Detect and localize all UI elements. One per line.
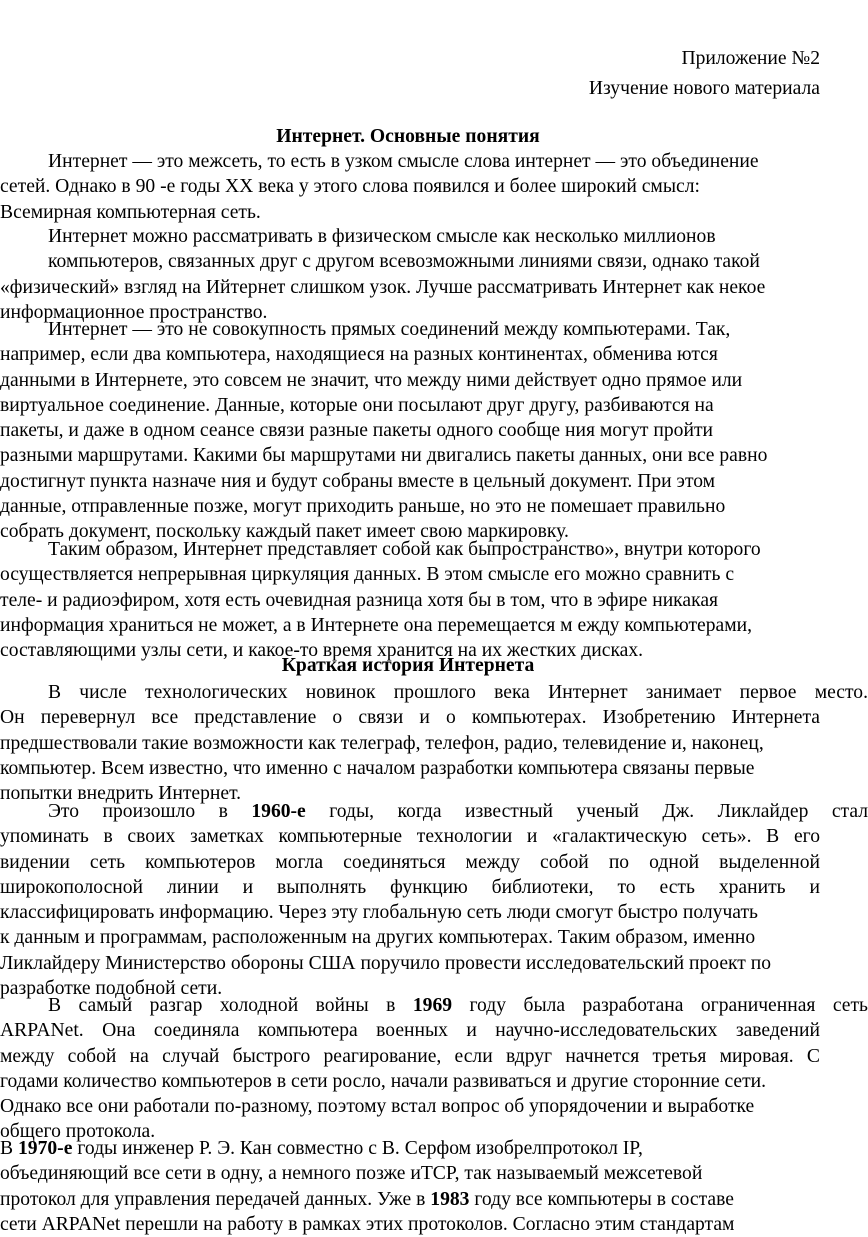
text-line: теле- и радиоэфиром, хотя есть очевидная разница хотя бы в том, что в эфире никакая (0, 589, 719, 611)
text-line: Он перевернул все представление о связи и о компьютерах. Изобретению Интернета (0, 707, 820, 729)
text-run: годы, когда известный ученый Дж. Ликлайдер стал (329, 801, 868, 822)
section-subtitle: Изучение нового материала (588, 78, 820, 99)
text-line: собрать документ, поскольку каждый пакет имеет свою маркировку. (0, 521, 569, 543)
paragraph-2 (0, 224, 822, 325)
text-line: годами количество компьютеров в сети росло, начали развиваться и другие сторонние сети. (0, 1070, 767, 1092)
paragraph-6 (0, 799, 868, 1001)
text-line: попытки внедрить Интернет. (0, 783, 242, 805)
text-line (0, 1136, 822, 1161)
text-line: к данным и программам, расположенным на других компьютерах. Таким образом, именно (0, 927, 756, 949)
text-run: году все компьютеры в составе (474, 1188, 734, 1210)
year-1970s: 1970-е (17, 1138, 73, 1159)
text-line: разными маршрутами. Какими бы маршрутами ни двигались пакеты данных, они все равно (0, 445, 768, 467)
text-line: информационное пространство. (0, 301, 268, 323)
text-line: информация храниться не может, а в Интернете она перемещается м ежду компьютерами, (0, 614, 753, 636)
text-run: В (0, 1138, 14, 1159)
text-line (0, 1187, 822, 1212)
text-line: классифицировать информацию. Через эту глобальную сеть люди смогут быстро получать (0, 902, 758, 924)
text-line: предшествовали такие возможности как телеграф, телефон, радио, телевидение и, наконец, (0, 732, 764, 754)
text-run: Это произошло в (48, 801, 228, 822)
year-1960s: 1960-е (251, 801, 306, 822)
text-line: широкополосной линии и выполнять функцию библиотеки, то есть хранить и (0, 876, 820, 898)
text-line: сетей. Однако в 90 -е годы XX века у этого слова появился и более широкий смысл: (0, 176, 700, 198)
text-line: упоминать в своих заметках компьютерные технологии и «галактическую сеть». В его (0, 826, 820, 848)
text-line: составляющими узлы сети, и какое-то время хранится на их жестких дисках. (0, 640, 644, 662)
text-line: объединяющий все сети в одну, а немного позже иTCP, так называемый межсетевой (0, 1163, 703, 1185)
text-line: Интернет — это межсеть, то есть в узком смысле слова интернет — это объединение (48, 151, 759, 172)
paragraph-3 (0, 317, 822, 545)
text-run: В самый разгар холодной войны в (48, 995, 396, 1016)
text-run: протокол для управления передачей данных. Уже в (0, 1188, 426, 1210)
heading-internet-basics: Интернет. Основные понятия (276, 126, 540, 147)
text-line: компьютеров, связанных друг с другом всевозможными линиями связи, однако такой (48, 251, 760, 273)
year-1969: 1969 (412, 995, 453, 1016)
paragraph-1 (0, 149, 822, 225)
text-line: В числе технологических новинок прошлого века Интернет занимает первое место. (48, 682, 868, 703)
text-line: Однако все они работали по-разному, поэтому встал вопрос об упорядочении и выработке (0, 1096, 755, 1118)
year-1983: 1983 (430, 1188, 470, 1210)
text-line: Всемирная компьютерная сеть. (0, 201, 261, 223)
text-line: Таким образом, Интернет представляет собой как быпространство», внутри которого (48, 539, 761, 560)
text-line (0, 993, 868, 1018)
text-line: Интернет — это не совокупность прямых соединений между компьютерами. Так, (48, 319, 731, 340)
text-line: данными в Интернете, это совсем не значит, что между ними действует одно прямое или (0, 369, 743, 391)
text-line: общего протокола. (0, 1121, 156, 1143)
text-line: Ликлайдеру Министерство обороны США поручило провести исследовательский проект по (0, 952, 772, 974)
text-line: компьютер. Всем известно, что именно с началом разработки компьютера связаны первые (0, 757, 755, 779)
text-line: между собой на случай быстрого реагирование, если вдруг начнется третья мировая. С (0, 1045, 820, 1067)
text-line: пакеты, и даже в одном сеансе связи разные пакеты одного сообще ния могут пройти (0, 420, 713, 442)
text-line: виртуальное соединение. Данные, которые они посылают друг другу, разбиваются на (0, 394, 714, 416)
text-run: году была разработана ограниченная сеть (469, 995, 868, 1016)
text-line: видении сеть компьютеров могла соединяться между собой по одной выделенной (0, 851, 820, 873)
text-line: ARPANet. Она соединяла компьютера военных и научно-исследовательских заведений (0, 1020, 820, 1042)
paragraph-7 (0, 993, 868, 1145)
paragraph-8 (0, 1136, 822, 1237)
paragraph-5 (0, 680, 868, 806)
text-line: разработке подобной сети. (0, 978, 223, 1000)
text-line: «физический» взгляд на Ийтернет слишком узок. Лучше рассматривать Интернет как некое (0, 276, 766, 298)
text-line: данные, отправленные позже, могут приходить раньше, но это не помешает правильно (0, 496, 726, 518)
text-line (0, 799, 868, 824)
text-line: Интернет можно рассматривать в физическом смысле как несколько миллионов (48, 226, 716, 247)
text-run: годы инженер Р. Э. Кан совместно с В. Серфом изобрелпротокол IP, (77, 1138, 643, 1159)
text-line: например, если два компьютера, находящиеся на разных континентах, обменива ются (0, 344, 718, 366)
appendix-label: Приложение №2 (681, 48, 820, 69)
text-line: достигнут пункта назначе ния и будут собраны вместе в цельный документ. При этом (0, 470, 716, 492)
text-line: сети ARPANet перешли на работу в рамках этих протоколов. Согласно этим стандартам (0, 1213, 735, 1235)
heading-internet-history: Краткая история Интернета (281, 655, 535, 676)
text-line: осуществляется непрерывная циркуляция данных. В этом смысле его можно сравнить с (0, 564, 735, 586)
paragraph-4 (0, 537, 822, 663)
